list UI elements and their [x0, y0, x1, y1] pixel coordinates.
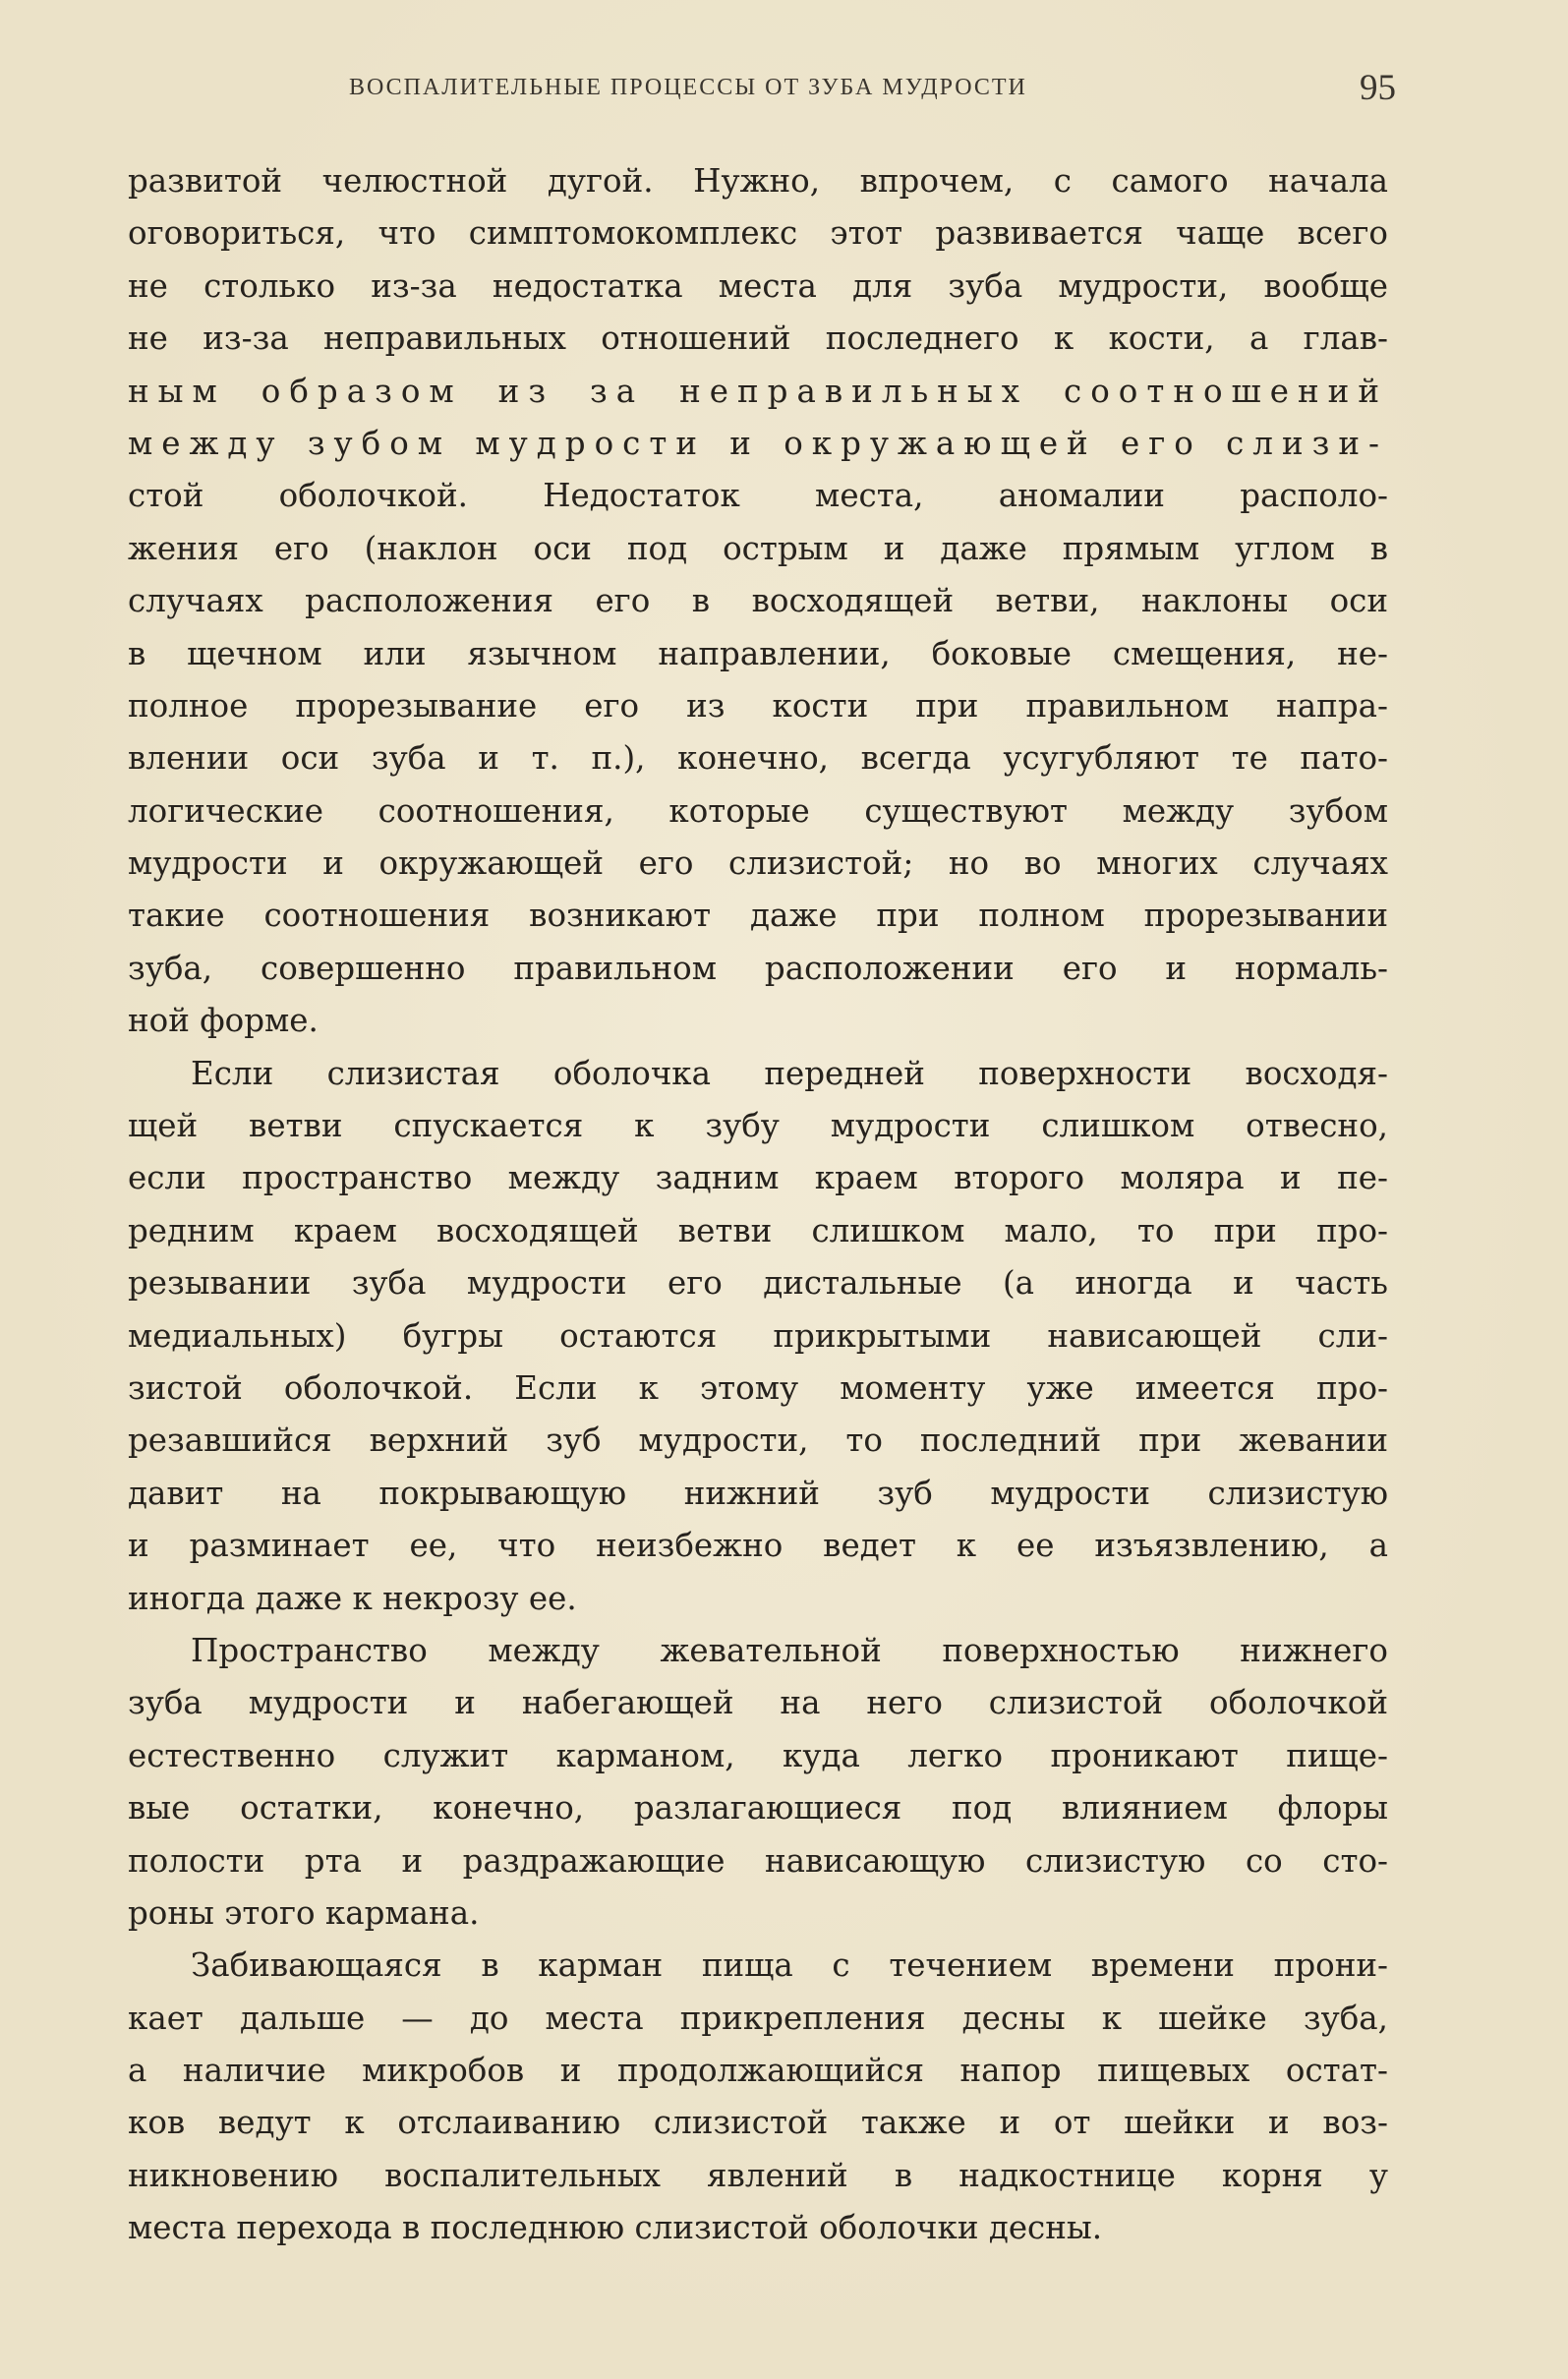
text-line: естественно служит карманом, куда легко проникают пище-: [128, 1736, 1388, 1774]
text-line: зистой оболочкой. Если к этому моменту уже имеется про-: [128, 1368, 1388, 1407]
text-line: иногда даже к некрозу ее.: [128, 1579, 577, 1617]
text-line: не из-за неправильных отношений последнего к кости, а глав-: [128, 319, 1388, 358]
text-line: мудрости и окружающей его слизистой; но во многих случаях: [128, 844, 1388, 883]
page-header: [128, 65, 1396, 108]
text-line: резывании зуба мудрости его дистальные (а иногда и часть: [128, 1264, 1388, 1303]
page-number: 95: [1360, 68, 1396, 108]
text-line: зуба мудрости и набегающей на него слизистой оболочкой: [128, 1684, 1388, 1722]
text-line: медиальных) бугры остаются прикрытыми нависающей сли-: [128, 1316, 1388, 1355]
paragraph-1: [128, 155, 1388, 1048]
text-line: если пространство между задним краем второго моляра и пе-: [128, 1159, 1388, 1197]
paragraph-3: [128, 1625, 1388, 1940]
text-line: полное прорезывание его из кости при правильном напра-: [128, 686, 1388, 725]
text-line: щей ветви спускается к зубу мудрости слишком отвесно,: [128, 1107, 1388, 1145]
text-line: редним краем восходящей ветви слишком мало, то при про-: [128, 1211, 1388, 1249]
text-line: в щечном или язычном направлении, боковые смещения, не-: [128, 634, 1388, 672]
text-line: места перехода в последнюю слизистой оболочки десны.: [128, 2209, 1103, 2247]
text-line: а наличие микробов и продолжающийся напор пищевых остат-: [128, 2052, 1388, 2090]
text-line: зуба, совершенно правильном расположении его и нормаль-: [128, 949, 1388, 987]
text-line: жения его (наклон оси под острым и даже прямым углом в: [128, 529, 1388, 567]
text-line: резавшийся верхний зуб мудрости, то последний при жевании: [128, 1422, 1388, 1460]
text-line: развитой челюстной дугой. Нужно, впрочем, с самого начала: [128, 162, 1388, 200]
text-line: кает дальше — до места прикрепления десны к шейке зуба,: [128, 1999, 1388, 2037]
text-line: и разминает ее, что неизбежно ведет к ее изъязвлению, а: [128, 1527, 1388, 1565]
text-line: Если слизистая оболочка передней поверхности восходя-: [191, 1054, 1388, 1092]
body-text: [128, 155, 1388, 2255]
paragraph-4: [128, 1940, 1388, 2254]
text-line: роны этого кармана.: [128, 1893, 480, 1932]
text-line: давит на покрывающую нижний зуб мудрости слизистую: [128, 1474, 1388, 1512]
text-line-spaced: ным образом из за неправильных соотношений: [128, 372, 1388, 410]
text-line: Пространство между жевательной поверхностью нижнего: [191, 1631, 1388, 1669]
text-line: стой оболочкой. Недостаток места, аномалии располо-: [128, 477, 1388, 515]
text-line: не столько из-за недостатка места для зуба мудрости, вообще: [128, 266, 1388, 305]
text-line: ков ведут к отслаиванию слизистой также и от шейки и воз-: [128, 2104, 1388, 2142]
text-line: никновению воспалительных явлений в надкостнице корня у: [128, 2156, 1388, 2194]
text-line: Забивающаяся в карман пища с течением времени прони-: [191, 1946, 1388, 1985]
text-line: логические соотношения, которые существуют между зубом: [128, 791, 1388, 830]
text-line: оговориться, что симптомокомплекс этот развивается чаще всего: [128, 214, 1388, 253]
running-head: ВОСПАЛИТЕЛЬНЫЕ ПРОЦЕССЫ ОТ ЗУБА МУДРОСТИ: [349, 75, 1027, 100]
text-line: такие соотношения возникают даже при полном прорезывании: [128, 897, 1388, 935]
paragraph-2: [128, 1048, 1388, 1625]
text-line: случаях расположения его в восходящей ветви, наклоны оси: [128, 582, 1388, 620]
text-line: полости рта и раздражающие нависающую слизистую со сто-: [128, 1841, 1388, 1880]
text-line: ной форме.: [128, 1002, 319, 1040]
text-line: влении оси зуба и т. п.), конечно, всегда усугубляют те пато-: [128, 739, 1388, 778]
text-line: вые остатки, конечно, разлагающиеся под влиянием флоры: [128, 1789, 1388, 1828]
text-line-spaced: между зубом мудрости и окружающей его слизи-: [128, 424, 1388, 462]
